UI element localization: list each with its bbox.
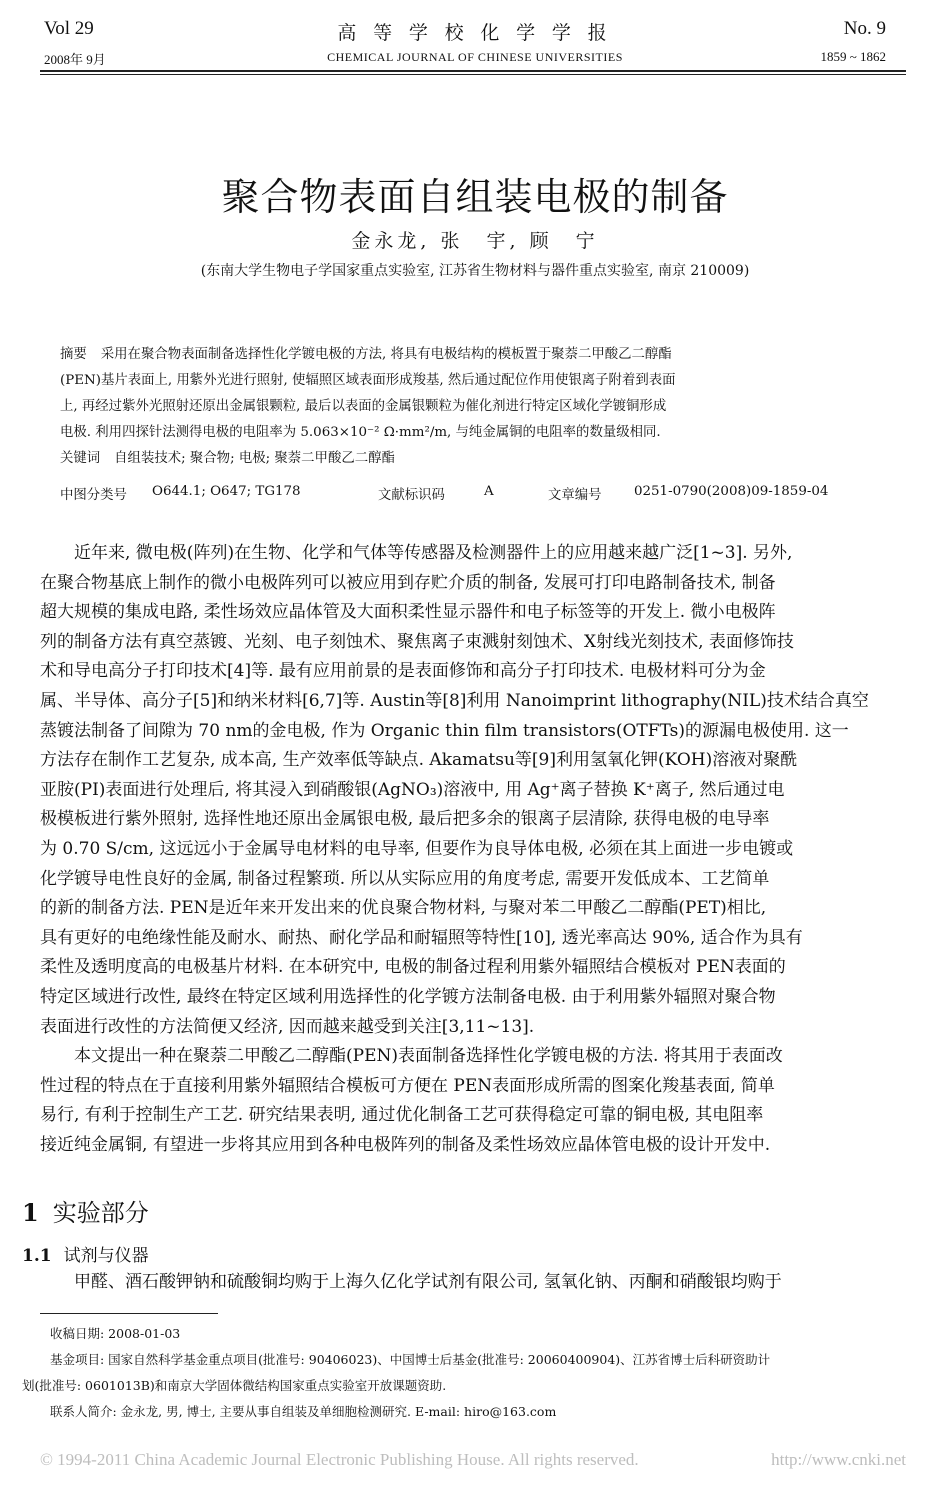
subsection-title: 试剂与仪器	[63, 1246, 149, 1266]
header-journal-title-en: CHEMICAL JOURNAL OF CHINESE UNIVERSITIES	[327, 50, 623, 64]
body-line: 亚胺(PI)表面进行处理后, 将其浸入到硝酸银(AgNO₃)溶液中, 用 Ag⁺离子替换 K⁺离子, 然后通过电	[40, 779, 785, 800]
clc-label: 中图分类号	[60, 488, 127, 503]
body-line: 为 0.70 S/cm, 这远远小于金属导电材料的电导率, 但要作为良导体电极, 必须在其上面进一步电镀或	[40, 838, 794, 859]
body-line: 易行, 有利于控制生产工艺. 研究结果表明, 通过优化制备工艺可获得稳定可靠的铜电极, 其电阻率	[40, 1105, 764, 1126]
footnote-contact: 联系人简介: 金永龙, 男, 博士, 主要从事自组装及单细胞检测研究. E-mail: hiro@163.com	[50, 1404, 557, 1419]
footer-url: http://www.cnki.net	[771, 1450, 906, 1469]
header-rule	[40, 70, 906, 75]
article-no-label: 文章编号	[548, 488, 602, 503]
abstract-label: 摘要	[60, 347, 87, 362]
body-line: 特定区域进行改性, 最终在特定区域利用选择性的化学镀方法制备电极. 由于利用紫外辐照对聚合物	[40, 986, 776, 1007]
header-volume: Vol 29	[44, 18, 94, 39]
header-issue: No. 9	[843, 18, 886, 39]
body-line: 的新的制备方法. PEN是近年来开发出来的优良聚合物材料, 与聚对苯二甲酸乙二醇酯(PET)相比,	[40, 898, 767, 919]
body-line: 属、半导体、高分子[5]和纳米材料[6,7]等. Austin等[8]利用 Nanoimprint lithography(NIL)技术结合真空	[40, 690, 869, 711]
header-pages: 1859 ~ 1862	[820, 49, 886, 64]
body-line: 列的制备方法有真空蒸镀、光刻、电子刻蚀术、聚焦离子束溅射刻蚀术、X射线光刻技术, 表面修饰技	[40, 631, 794, 652]
section-title: 实验部分	[52, 1199, 149, 1227]
subsection-heading	[22, 1241, 149, 1266]
section-number: 1	[22, 1198, 39, 1227]
header-date: 2008年 9月	[44, 52, 106, 67]
body-line: 蒸镀法制备了间隙为 70 nm的金电极, 作为 Organic thin film transistors(OTFTs)的源漏电极使用. 这一	[40, 720, 849, 741]
footnote-received: 收稿日期: 2008-01-03	[50, 1326, 181, 1341]
body-line: 性过程的特点在于直接利用紫外辐照结合模板可方便在 PEN表面形成所需的图案化羧基表面, 简单	[40, 1075, 775, 1096]
subsection-number: 1.1	[22, 1246, 52, 1266]
paper-affiliation: (东南大学生物电子学国家重点实验室, 江苏省生物材料与器件重点实验室, 南京 210009)	[200, 263, 750, 279]
body-line: 极模板进行紫外照射, 选择性地还原出金属银电极, 最后把多余的银离子层清除, 获得电极的电导率	[40, 809, 770, 830]
header-journal-title: 高 等 学 校 化 学 学 报	[337, 23, 613, 44]
body-line: 在聚合物基底上制作的微小电极阵列可以被应用到存贮介质的制备, 发展可打印电路制备技术, 制备	[40, 572, 776, 593]
body-line: 本文提出一种在聚萘二甲酸乙二醇酯(PEN)表面制备选择性化学镀电极的方法. 将其用于表面改	[74, 1046, 783, 1066]
paper-title: 聚合物表面自组装电极的制备	[221, 175, 729, 219]
copyright-text: © 1994-2011 China Academic Journal Electronic Publishing House. All rights reserved.	[40, 1450, 639, 1469]
footnote-fund: 基金项目: 国家自然科学基金重点项目(批准号: 90406023)、中国博士后基金(批准号: 20060400904)、江苏省博士后科研资助计	[50, 1352, 771, 1367]
abstract-line: (PEN)基片表面上, 用紫外光进行照射, 使辐照区域表面形成羧基, 然后通过配位作用使银离子附着到表面	[60, 373, 676, 388]
body-line: 具有更好的电绝缘性能及耐水、耐热、耐化学品和耐辐照等特性[10], 透光率高达 90%, 适合作为具有	[40, 927, 803, 948]
body-line: 术和导电高分子打印技术[4]等. 最有应用前景的是表面修饰和高分子打印技术. 电极材料可分为金	[40, 661, 766, 682]
body-line: 甲醛、酒石酸钾钠和硫酸铜均购于上海久亿化学试剂有限公司, 氢氧化钠、丙酮和硝酸银均购于	[74, 1272, 782, 1292]
body-line: 近年来, 微电极(阵列)在生物、化学和气体等传感器及检测器件上的应用越来越广泛[1~3]. 另外,	[74, 543, 793, 563]
footnote-rule	[40, 1313, 218, 1314]
abstract-line: 上, 再经过紫外光照射还原出金属银颗粒, 最后以表面的金属银颗粒为催化剂进行特定区域化学镀铜形成	[60, 399, 667, 414]
doc-code-label: 文献标识码	[378, 488, 445, 503]
body-line: 接近纯金属铜, 有望进一步将其应用到各种电极阵列的制备及柔性场效应晶体管电极的设计开发中.	[40, 1134, 771, 1155]
body-paragraph-3	[40, 1268, 906, 1298]
section-heading	[22, 1193, 149, 1228]
keywords-line	[60, 446, 870, 472]
keywords-label: 关键词	[60, 451, 101, 466]
footnote-fund-cont: 划(批准号: 0601013B)和南京大学固体微结构国家重点实验室开放课题资助.	[22, 1378, 447, 1393]
body-paragraph-2	[40, 1042, 906, 1160]
paper-authors: 金永龙, 张 宇, 顾 宁	[351, 230, 599, 252]
body-line: 表面进行改性的方法简便又经济, 因而越来越受到关注[3,11~13].	[40, 1016, 535, 1037]
abstract-line: 电极. 利用四探针法测得电极的电阻率为 5.063×10⁻² Ω·mm²/m, 与纯金属铜的电阻率的数量级相同.	[60, 425, 661, 440]
article-no-value: 0251-0790(2008)09-1859-04	[634, 484, 829, 499]
abstract-text: 采用在聚合物表面制备选择性化学镀电极的方法, 将具有电极结构的模板置于聚萘二甲酸乙二醇酯	[100, 347, 672, 362]
body-line: 方法存在制作工艺复杂, 成本高, 生产效率低等缺点. Akamatsu等[9]利用氢氧化钾(KOH)溶液对聚酰	[40, 750, 798, 771]
abstract	[60, 342, 870, 472]
clc-value: O644.1; O647; TG178	[152, 484, 301, 499]
body-paragraph-1	[40, 539, 906, 1042]
keywords-text: 自组装技术; 聚合物; 电极; 聚萘二甲酸乙二醇酯	[114, 451, 395, 466]
doc-code-value: A	[484, 484, 494, 499]
body-line: 柔性及透明度高的电极基片材料. 在本研究中, 电极的制备过程利用紫外辐照结合模板对 PEN表面的	[40, 957, 786, 978]
body-line: 超大规模的集成电路, 柔性场效应晶体管及大面积柔性显示器件和电子标签等的开发上. 微小电极阵	[40, 602, 776, 623]
body-line: 化学镀导电性良好的金属, 制备过程繁琐. 所以从实际应用的角度考虑, 需要开发低成本、工艺简单	[40, 868, 770, 889]
abstract-line	[60, 342, 870, 368]
